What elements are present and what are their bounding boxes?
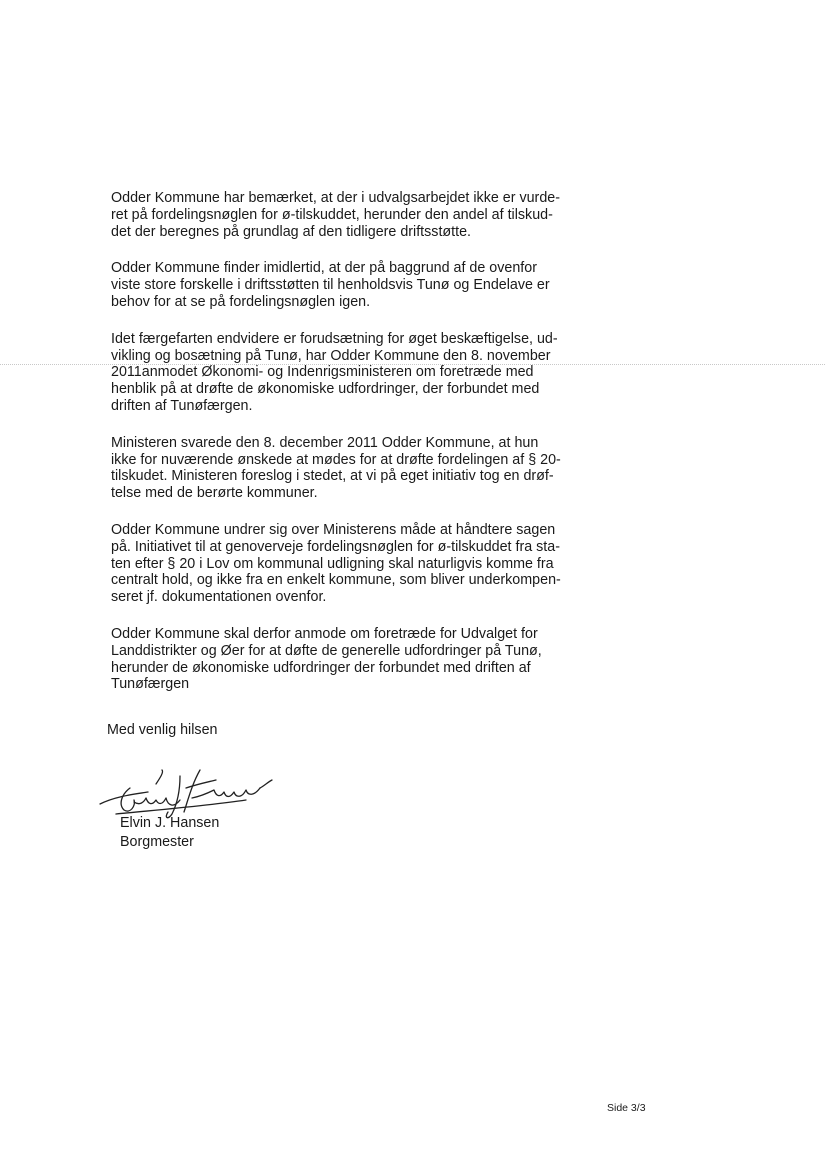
paragraph-1 <box>111 190 581 240</box>
text-line: Odder Kommune skal derfor anmode om foretræde for Udvalget for <box>111 625 538 642</box>
text-line: seret jf. dokumentationen ovenfor. <box>111 589 327 606</box>
text-line: tilskudet. Ministeren foreslog i stedet, at vi på eget initiativ tog en drøf- <box>111 468 554 485</box>
signatory-block <box>120 814 219 852</box>
text-line: Tunøfærgen <box>111 676 190 693</box>
closing-greeting: Med venlig hilsen <box>107 722 218 738</box>
page-number: Side 3/3 <box>607 1102 646 1114</box>
text-line: ikke for nuværende ønskede at mødes for at drøfte fordelingen af § 20- <box>111 451 561 468</box>
text-line: på. Initiativet til at genoverveje fordelingsnøglen for ø-tilskuddet fra sta- <box>111 538 560 555</box>
paragraph-3 <box>111 331 581 415</box>
text-line: Odder Kommune undrer sig over Ministerens måde at håndtere sagen <box>111 521 556 538</box>
text-line: henblik på at drøfte de økonomiske udfordringer, der forbundet med <box>111 381 540 398</box>
paragraph-5 <box>111 522 581 606</box>
text-line: centralt hold, og ikke fra en enkelt kommune, som bliver underkompen- <box>111 572 561 589</box>
text-line: vikling og bosætning på Tunø, har Odder Kommune den 8. november <box>111 347 551 364</box>
signatory-title: Borgmester <box>120 834 194 850</box>
text-line: Odder Kommune har bemærket, at der i udvalgsarbejdet ikke er vurde- <box>111 190 560 206</box>
paragraph-2 <box>111 260 581 310</box>
letter-body <box>111 190 581 713</box>
text-line: Odder Kommune finder imidlertid, at der på baggrund af de ovenfor <box>111 260 537 277</box>
text-line: Idet færgefarten endvidere er forudsætning for øget beskæftigelse, ud- <box>111 330 558 347</box>
text-line: driften af Tunøfærgen. <box>111 397 253 414</box>
text-line: telse med de berørte kommuner. <box>111 485 318 502</box>
text-line: 2011anmodet Økonomi- og Indenrigsministeren om foretræde med <box>111 364 534 381</box>
text-line: viste store forskelle i driftsstøtten til henholdsvis Tunø og Endelave er <box>111 277 550 294</box>
text-line: Ministeren svarede den 8. december 2011 Odder Kommune, at hun <box>111 434 539 451</box>
paragraph-4 <box>111 435 581 502</box>
text-line: ret på fordelingsnøglen for ø-tilskuddet, herunder den andel af tilskud- <box>111 206 553 223</box>
text-line: Landdistrikter og Øer for at døfte de generelle udfordringer på Tunø, <box>111 642 542 659</box>
text-line: behov for at se på fordelingsnøglen igen. <box>111 293 371 310</box>
signatory-name: Elvin J. Hansen <box>120 815 220 831</box>
text-line: det der beregnes på grundlag af den tidligere driftsstøtte. <box>111 223 472 240</box>
text-line: herunder de økonomiske udfordringer der forbundet med driften af <box>111 659 531 676</box>
text-line: ten efter § 20 i Lov om kommunal udligning skal naturligvis komme fra <box>111 555 554 572</box>
paragraph-6 <box>111 626 581 693</box>
